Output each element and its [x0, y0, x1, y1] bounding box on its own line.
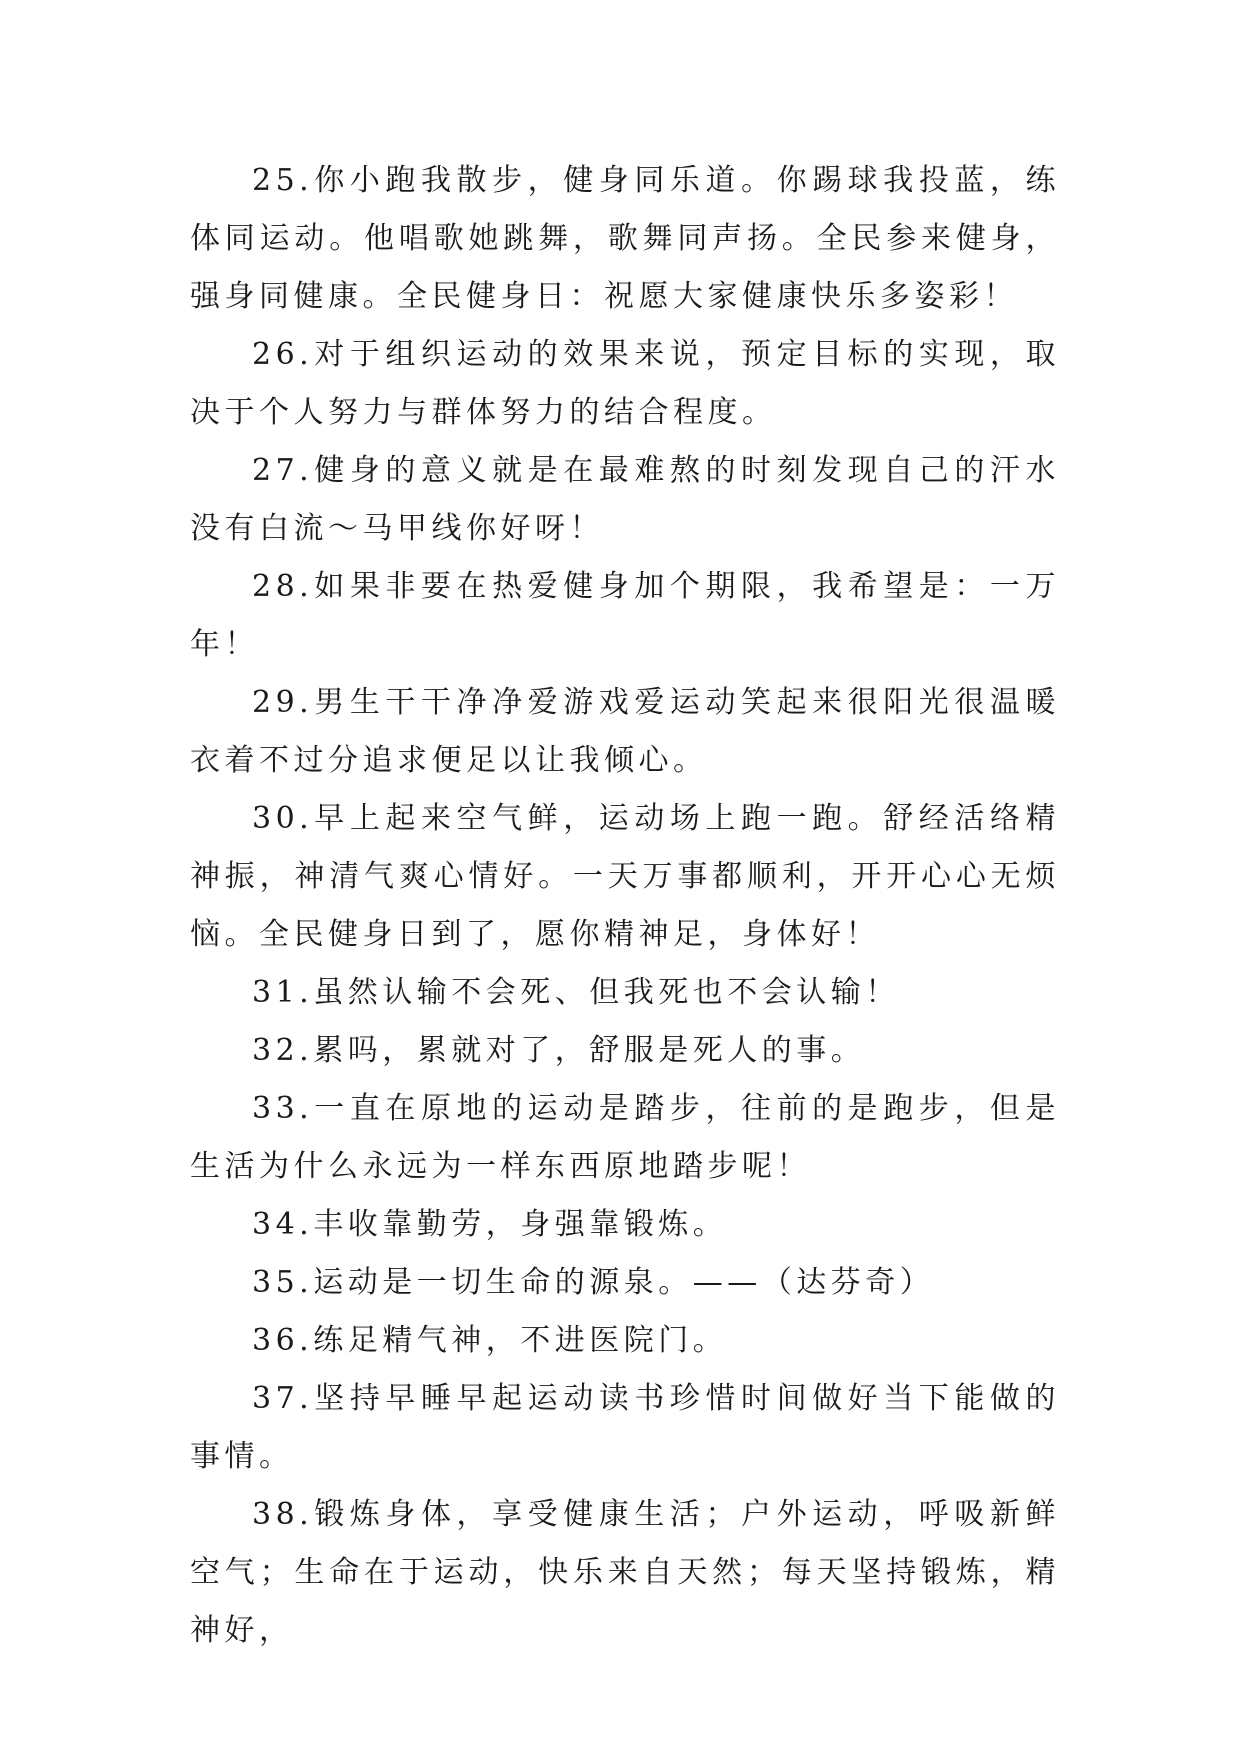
paragraph-36: 36.练足精气神，不进医院门。 [252, 1323, 728, 1358]
paragraph-26: 26.对于组织运动的效果来说，预定目标的实现，取决于个人努力与群体努力的结合程度。 [190, 337, 1060, 430]
paragraph-30: 30.早上起来空气鲜，运动场上跑一跑。舒经活络精神振，神清气爽心情好。一天万事都顺利，开开心心无烦恼。全民健身日到了，愿你精神足，身体好！ [190, 801, 1060, 952]
paragraph-38: 38.锻炼身体，享受健康生活；户外运动，呼吸新鲜空气；生命在于运动，快乐来自天然；每天坚持锻炼，精神好， [190, 1497, 1060, 1648]
paragraph-31: 31.虽然认输不会死、但我死也不会认输！ [252, 975, 900, 1010]
document-body [190, 152, 1060, 1660]
paragraph-33: 33.一直在原地的运动是踏步，往前的是跑步，但是生活为什么永远为一样东西原地踏步呢！ [190, 1091, 1060, 1184]
paragraph-25: 25.你小跑我散步，健身同乐道。你踢球我投蓝，练体同运动。他唱歌她跳舞，歌舞同声扬。全民参来健身，强身同健康。全民健身日：祝愿大家健康快乐多姿彩！ [190, 163, 1060, 314]
paragraph-29: 29.男生干干净净爱游戏爱运动笑起来很阳光很温暖衣着不过分追求便足以让我倾心。 [190, 685, 1060, 778]
paragraph-27: 27.健身的意义就是在最难熬的时刻发现自己的汗水没有白流～马甲线你好呀！ [190, 453, 1060, 546]
paragraph-28: 28.如果非要在热爱健身加个期限，我希望是：一万年！ [190, 569, 1060, 662]
paragraph-37: 37.坚持早睡早起运动读书珍惜时间做好当下能做的事情。 [190, 1381, 1060, 1474]
paragraph-32: 32.累吗，累就对了，舒服是死人的事。 [252, 1033, 866, 1068]
paragraph-34: 34.丰收靠勤劳，身强靠锻炼。 [252, 1207, 728, 1242]
paragraph-35: 35.运动是一切生命的源泉。——（达芬奇） [252, 1265, 935, 1300]
